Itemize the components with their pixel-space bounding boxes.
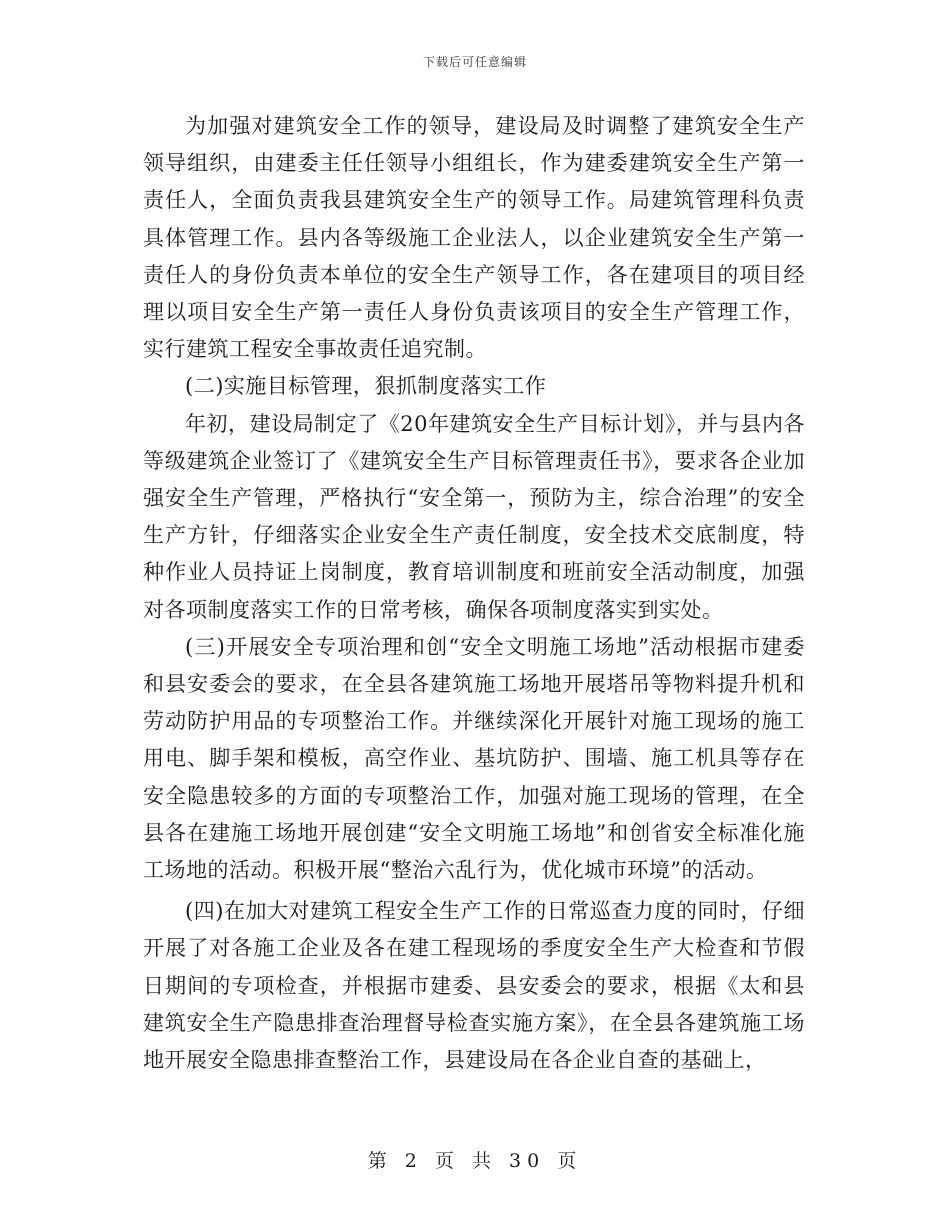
- document-body: [143, 108, 805, 1079]
- page-number-footer: 第 2 页 共 30 页: [367, 1150, 583, 1172]
- paragraph-leadership: 为加强对建筑安全工作的领导，建设局及时调整了建筑安全生产领导组织，由建委主任任领导小组组长，作为建委建筑安全生产第一责任人，全面负责我县建筑安全生产的领导工作。局建筑管理科负责具体管理工作。县内各等级施工企业法人，以企业建筑安全生产第一责任人的身份负责本单位的安全生产领导工作，各在建项目的项目经理以项目安全生产第一责任人身份负责该项目的安全生产管理工作，实行建筑工程安全事故责任追究制。: [143, 114, 805, 362]
- paragraph-heading-target-management: (二)实施目标管理，狠抓制度落实工作: [185, 374, 547, 399]
- paragraph-inspection: (四)在加大对建筑工程安全生产工作的日常巡查力度的同时，仔细开展了对各施工企业及各在建工程现场的季度安全生产大检查和节假日期间的专项检查，并根据市建委、县安委会的要求，根据《太和县建筑安全生产隐患排查治理督导检查实施方案》，在全县各建筑施工场地开展安全隐患排查整治工作，县建设局在各企业自查的基础上，: [143, 899, 805, 1073]
- paragraph-special-rectification: (三)开展安全专项治理和创“安全文明施工场地”活动根据市建委和县安委会的要求，在全县各建筑施工场地开展塔吊等物料提升机和劳动防护用品的专项整治工作。并继续深化开展针对施工现场的施工用电、脚手架和模板，高空作业、基坑防护、围墙、施工机具等存在安全隐患较多的方面的专项整治工作，加强对施工现场的管理，在全县各在建施工场地开展创建“安全文明施工场地”和创省安全标准化施工场地的活动。积极开展“整治六乱行为，优化城市环境”的活动。: [143, 634, 805, 883]
- paragraph-target-plan: 年初，建设局制定了《20年建筑安全生产目标计划》，并与县内各等级建筑企业签订了《建筑安全生产目标管理责任书》，要求各企业加强安全生产管理，严格执行“安全第一，预防为主，综合治理”的安全生产方针，仔细落实企业安全生产责任制度，安全技术交底制度，特种作业人员持证上岗制度，教育培训制度和班前安全活动制度，加强对各项制度落实工作的日常考核，确保各项制度落实到实处。: [143, 411, 805, 622]
- header-note: 下载后可任意编辑: [422, 55, 527, 69]
